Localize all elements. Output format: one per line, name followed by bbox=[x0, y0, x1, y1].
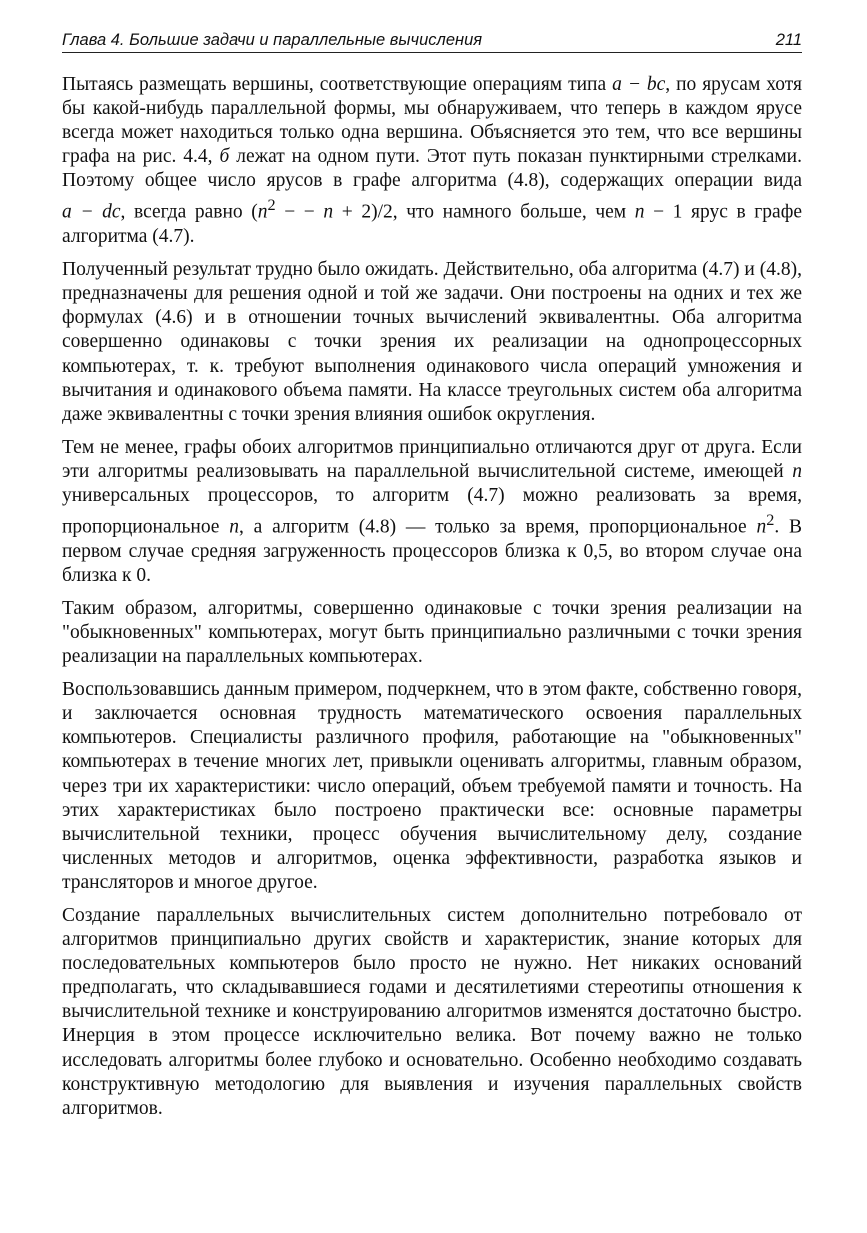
paragraph-text: Пытаясь размещать вершины, соответствующие операциям типа bbox=[62, 74, 613, 95]
page-number: 211 bbox=[775, 31, 802, 49]
math-expression: a − dc bbox=[62, 201, 121, 223]
paragraph-text: Тем не менее, графы обоих алгоритмов принципиально отличаются друг от друга. Если эти алгоритмы реализовывать на параллельной вычислительной системе, имеющей bbox=[62, 436, 802, 482]
math-variable: n bbox=[323, 201, 334, 223]
paragraph-1 bbox=[62, 73, 802, 249]
paragraph-text: + 2)/2, что намного больше, чем bbox=[333, 201, 635, 223]
paragraph-text: − 1 ярус в графе алгоритма (4.7). bbox=[62, 201, 802, 248]
figure-letter: б bbox=[219, 146, 230, 168]
paragraph-text: лежат на одном пути. Этот путь показан пунктирными стрелками. Поэтому общее число ярусов в графе алгоритма (4.8), содержащих операции вида bbox=[62, 146, 802, 192]
running-header bbox=[62, 30, 802, 53]
paragraph-text: , всегда равно ( bbox=[120, 201, 258, 223]
math-variable: n bbox=[792, 460, 802, 482]
page-body bbox=[62, 73, 802, 1121]
paragraph-4: Таким образом, алгоритмы, совершенно одинаковые с точки зрения реализации на "обыкновенных" компьютерах, могут быть принципиально различными с точки зрения реализации на параллельных компьютерах. bbox=[62, 597, 802, 668]
paragraph-5: Воспользовавшись данным примером, подчеркнем, что в этом факте, собственно говоря, и заключается основная трудность математического освоения параллельных компьютеров. Специалисты различного профиля, работающие на "обыкновенных" компьютерах в течение многих лет, привыкли оценивать алгоритмы, главным образом, через три их характеристики: число операций, объем требуемой памяти и точность. На этих характеристиках было построено практически все: основные параметры вычислительной техники, процесс обучения вычислительному делу, создание численных методов и алгоритмов, оценка эффективности, разработка языков и трансляторов и многое другое. bbox=[62, 679, 802, 893]
math-variable: n bbox=[229, 516, 239, 538]
paragraph-2: Полученный результат трудно было ожидать. Действительно, оба алгоритма (4.7) и (4.8), предназначены для решения одной и той же задачи. Они построены на одних и тех же формулах (4.6) и в отношении точных вычислений эквивалентны. Оба алгоритма совершенно одинаковы с точки зрения их реализации на однопроцессорных компьютерах, т. к. требуют выполнения одинакового числа операций умножения и вычитания и одинакового объема памяти. На классе треугольных систем оба алгоритма даже эквивалентны с точки зрения влияния ошибок округления. bbox=[62, 259, 802, 425]
paragraph-3 bbox=[62, 436, 802, 588]
math-superscript: 2 bbox=[267, 196, 276, 215]
paragraph-text: − − bbox=[275, 201, 324, 223]
math-variable: n bbox=[634, 201, 645, 223]
paragraph-6: Создание параллельных вычислительных систем дополнительно потребовало от алгоритмов принципиально других свойств и характеристик, знание которых для последовательных компьютеров было просто не нужно. Нет никаких оснований предполагать, что складывавшиеся годами и десятилетиями стереотипы отношения к вычислительной технике и конструированию алгоритмов изменятся достаточно быстро. Инерция в этом процессе исключительно велика. Вот почему важно не только исследовать алгоритмы более глубоко и основательно. Особенно необходимо создавать конструктивную методологию для выявления и изучения параллельных свойств алгоритмов. bbox=[62, 905, 802, 1119]
math-expression: a − bc bbox=[612, 74, 666, 95]
book-page bbox=[62, 30, 802, 1130]
paragraph-text: , а алгоритм (4.8) — только за время, пропорциональное bbox=[238, 516, 757, 538]
paragraph-text: , по ярусам хотя бы какой-нибудь параллельной формы, мы обнаруживаем, что теперь в каждом ярусе всегда может находиться только одна вершина. Объясняется это тем, что все вершины графа на рис. 4.4, bbox=[62, 74, 802, 168]
paragraph-text: универсальных процессоров, то алгоритм (4.7) можно реализовать за время, пропорциональное bbox=[62, 485, 802, 538]
math-superscript: 2 bbox=[766, 511, 775, 530]
math-variable: n bbox=[756, 516, 767, 538]
paragraph-text: . В первом случае средняя загруженность процессоров близка к 0,5, во втором случае она близка к 0. bbox=[62, 516, 802, 586]
chapter-title: Глава 4. Большие задачи и параллельные вычисления bbox=[62, 31, 483, 49]
math-variable: n bbox=[257, 201, 268, 223]
